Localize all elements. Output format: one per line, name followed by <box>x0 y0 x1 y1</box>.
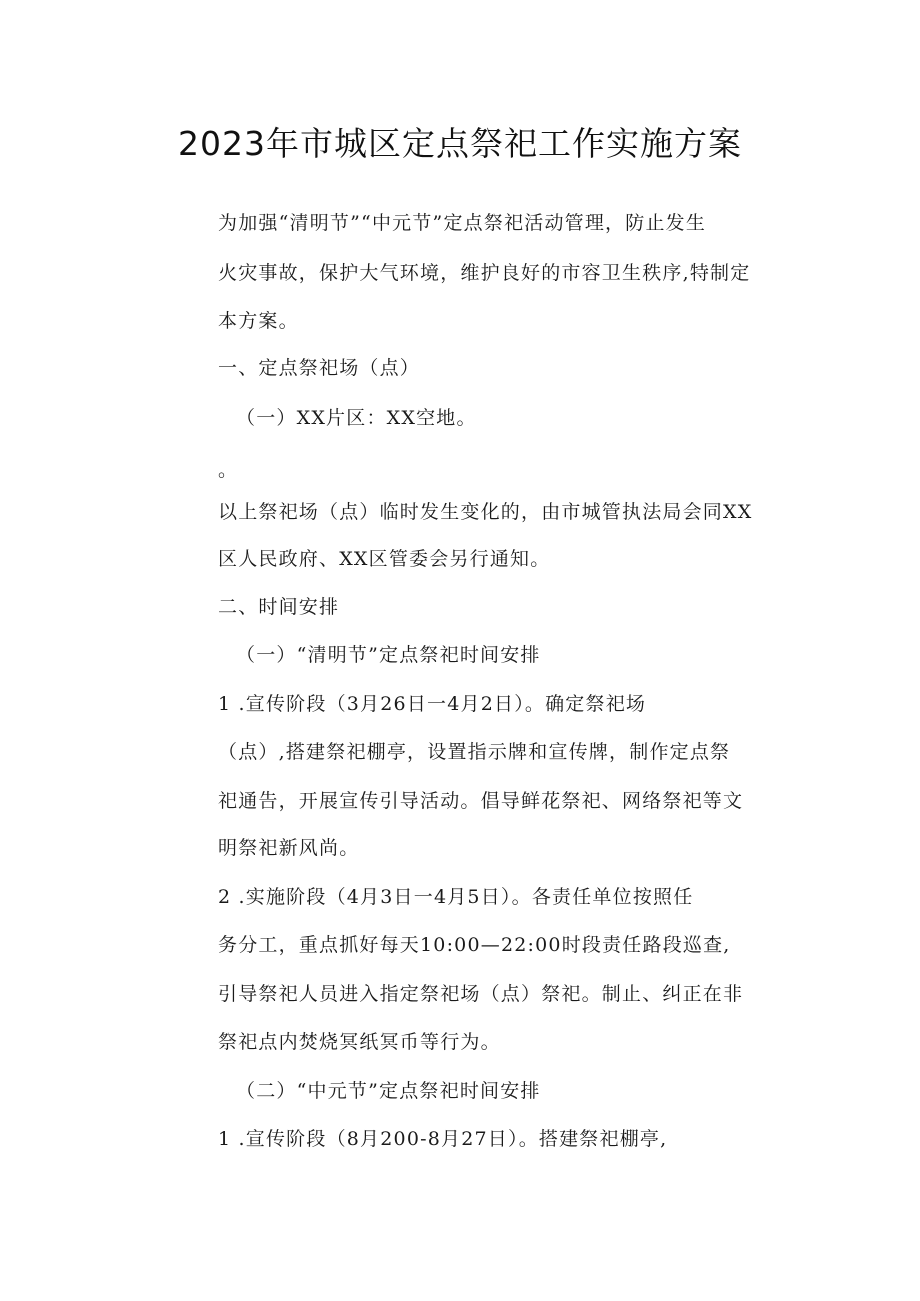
paragraph-line: 引导祭祀人员进入指定祭祀场（点）祭祀。制止、纠正在非 <box>218 983 744 1005</box>
section-heading: 二、时间安排 <box>218 596 340 618</box>
paragraph-line: 区人民政府、XX区管委会另行通知。 <box>218 548 551 570</box>
paragraph-line: 。 <box>218 459 239 481</box>
subsection-heading: （二）“中元节”定点祭祀时间安排 <box>236 1080 541 1102</box>
paragraph-line: 2 .实施阶段（4月3日一4月5日）。各责任单位按照任 <box>218 886 694 908</box>
paragraph-line: 为加强“清明节”“中元节”定点祭祀活动管理，防止发生 <box>218 212 707 234</box>
section-heading: 一、定点祭祀场（点） <box>218 357 421 379</box>
document-title: 2023年市城区定点祭祀工作实施方案 <box>178 124 742 163</box>
paragraph-line: 祀通告，开展宣传引导活动。倡导鲜花祭祀、网络祭祀等文 <box>218 790 744 812</box>
paragraph-line: 1 .宣传阶段（3月26日一4月2日）。确定祭祀场 <box>218 693 647 715</box>
paragraph-line: 祭祀点内焚烧冥纸冥币等行为。 <box>218 1031 501 1053</box>
subsection-heading: （一）“清明节”定点祭祀时间安排 <box>236 644 541 666</box>
paragraph-line: 务分工，重点抓好每天10:00—22:00时段责任路段巡查, <box>218 934 731 956</box>
paragraph-line: （点）,搭建祭祀棚亭，设置指示牌和宣传牌，制作定点祭 <box>218 741 731 763</box>
paragraph-line: 1 .宣传阶段（8月200-8月27日）。搭建祭祀棚亭, <box>218 1128 668 1150</box>
subsection-heading: （一）XX片区：XX空地。 <box>236 407 477 429</box>
paragraph-line: 火灾事故，保护大气环境，维护良好的市容卫生秩序,特制定 <box>218 262 751 284</box>
paragraph-line: 明祭祀新风尚。 <box>218 837 360 859</box>
paragraph-line: 本方案。 <box>218 310 299 332</box>
paragraph-line: 以上祭祀场（点）临时发生变化的，由市城管执法局会同XX <box>218 501 753 523</box>
